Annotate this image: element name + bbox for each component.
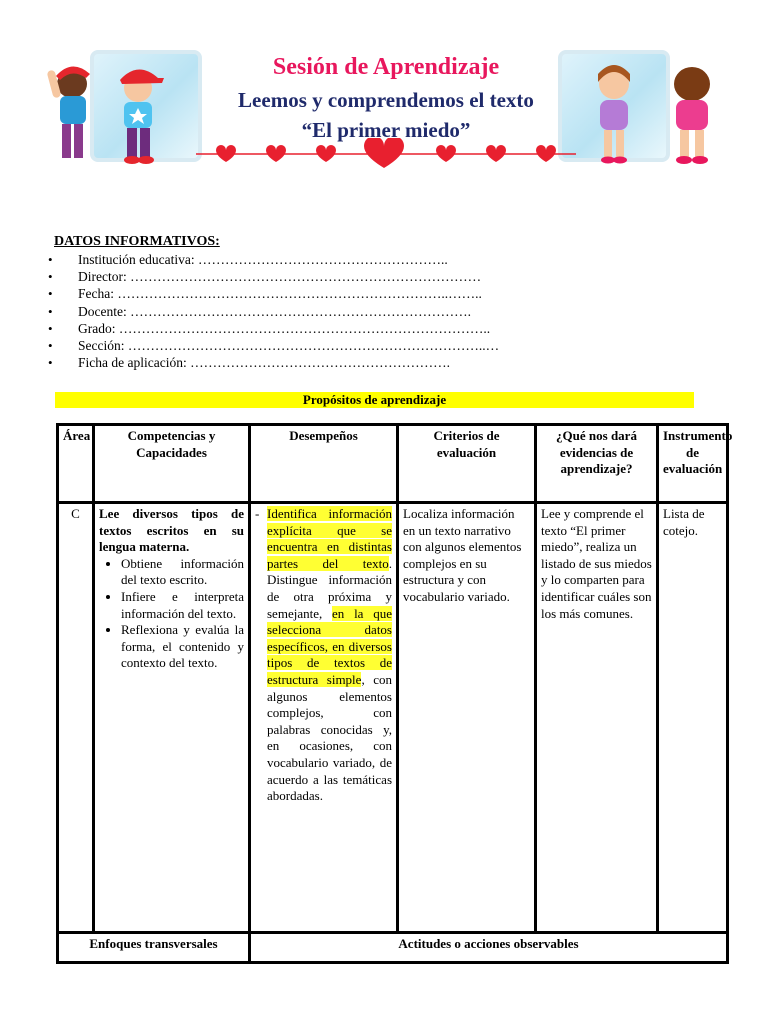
cell-area: C xyxy=(58,503,94,933)
session-title: Sesión de Aprendizaje xyxy=(272,54,500,80)
header-competencias: Competencias y Capacidades xyxy=(94,425,250,503)
list-item: • Sección: ……………………………………………………………………..… xyxy=(48,337,499,354)
header-area: Área xyxy=(58,425,94,503)
desempeno-text xyxy=(267,506,392,805)
list-item: • Grado: ……………………………………………………………………….. xyxy=(48,320,499,337)
list-item: • Reflexiona y evalúa la forma, el contenido y contexto del texto. xyxy=(121,622,244,672)
enfoques-header: Enfoques transversales xyxy=(58,933,250,963)
cell-evidencias: Lee y comprende el texto “El primer miedo”, realiza un listado de sus miedos y lo comparten para identificar cuáles son los más comunes. xyxy=(536,503,658,933)
desempeno-text-part: , con algunos elementos complejos, con palabras conocidas y, en ocasiones, con vocabulario variado, de acuerdo a las temáticas abordadas. xyxy=(267,671,392,804)
list-item: • Director: …………………………………………………………………… xyxy=(48,268,499,285)
datos-informativos-list xyxy=(48,251,499,371)
learning-purposes-table xyxy=(56,423,733,964)
dash-marker: - xyxy=(255,506,260,521)
highlighted-text: en la que selecciona datos específicos, en diversos tipos de textos de estructura simple xyxy=(267,605,392,687)
propositos-heading: Propósitos de aprendizaje xyxy=(55,392,694,408)
header-evidencias: ¿Qué nos dará evidencias de aprendizaje? xyxy=(536,425,658,503)
actitudes-header: Actitudes o acciones observables xyxy=(250,933,728,963)
competencia-text: Lee diversos tipos de textos escritos en su lengua materna. xyxy=(99,506,244,555)
session-subtitle: Leemos y comprendemos el texto xyxy=(238,88,534,112)
table-header-row xyxy=(58,425,728,503)
table-row xyxy=(58,503,728,933)
desempeno-text-part: . Distingue información de otra próxima y semejante, xyxy=(267,555,392,621)
capacidades-list xyxy=(99,556,244,672)
cell-criterios: Localiza información en un texto narrativo con algunos elementos complejos en su estructura y con vocabulario variado. xyxy=(398,503,536,933)
highlighted-text: Identifica información explícita que se encuentra en distintas partes del texto xyxy=(267,506,392,571)
cell-desempenos xyxy=(250,503,398,933)
table-footer-row xyxy=(58,933,728,963)
header-instrumento: Instrumento de evaluación xyxy=(658,425,728,503)
list-item: • Fecha: ………………………………………………………………..…….. xyxy=(48,285,499,302)
hearts-decoration xyxy=(196,138,576,170)
list-item: • Obtiene información del texto escrito. xyxy=(121,556,244,589)
list-item: • Ficha de aplicación: …………………………………………………. xyxy=(48,354,499,371)
list-item: • Infiere e interpreta información del texto. xyxy=(121,589,244,622)
header-banner xyxy=(46,46,726,170)
cell-competencias xyxy=(94,503,250,933)
datos-informativos-heading: DATOS INFORMATIVOS: xyxy=(54,234,220,249)
list-item: • Docente: …………………………………………………………………. xyxy=(48,303,499,320)
text-name: “El primer miedo” xyxy=(301,118,471,142)
header-desempenos: Desempeños xyxy=(250,425,398,503)
header-criterios: Criterios de evaluación xyxy=(398,425,536,503)
list-item: • Institución educativa: ……………………………………………….. xyxy=(48,251,499,268)
cell-instrumento: Lista de cotejo. xyxy=(658,503,728,933)
